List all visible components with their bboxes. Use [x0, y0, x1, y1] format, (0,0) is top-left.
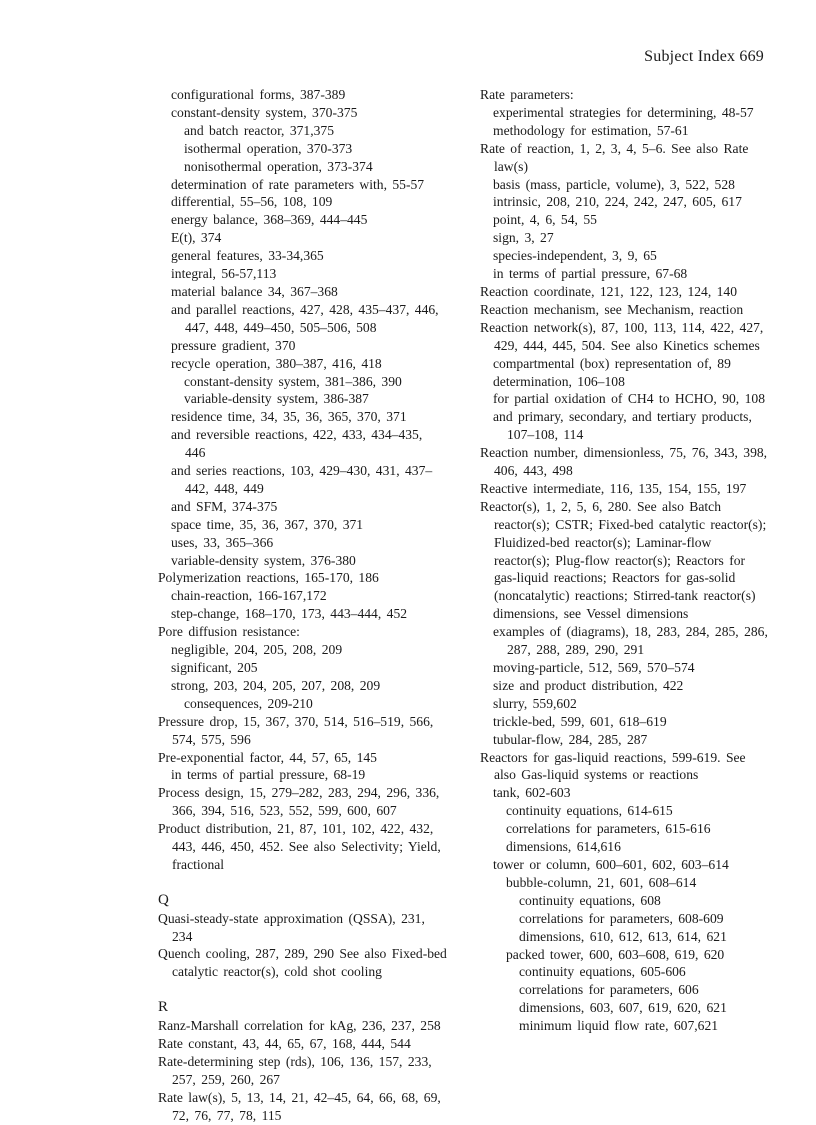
index-entry: intrinsic, 208, 210, 224, 242, 247, 605, 617 — [493, 194, 742, 210]
index-entry: examples of (diagrams), 18, 283, 284, 285, 286, 287, 288, 289, 290, 291 — [493, 624, 768, 658]
index-entry: Process design, 15, 279–282, 283, 294, 296, 336, 366, 394, 516, 523, 552, 599, 600, 607 — [158, 785, 440, 819]
index-entry: variable-density system, 376-380 — [171, 552, 356, 568]
index-entry: Polymerization reactions, 165-170, 186 — [158, 570, 379, 586]
index-section-letter: R — [158, 999, 169, 1016]
index-column-left — [158, 86, 448, 1125]
index-entry: and series reactions, 103, 429–430, 431, 437–442, 448, 449 — [171, 463, 433, 496]
index-entry: Pressure drop, 15, 367, 370, 514, 516–519, 566, 574, 575, 596 — [158, 713, 434, 747]
index-entry: dimensions, 610, 612, 613, 614, 621 — [519, 928, 727, 944]
index-entry: Rate constant, 43, 44, 65, 67, 168, 444, 544 — [158, 1036, 411, 1051]
index-entry: constant-density system, 381–386, 390 — [184, 373, 402, 389]
index-entry: significant, 205 — [171, 660, 258, 675]
index-entry: bubble-column, 21, 601, 608–614 — [506, 874, 697, 890]
index-entry: negligible, 204, 205, 208, 209 — [171, 642, 343, 658]
index-entry: in terms of partial pressure, 68-19 — [171, 767, 366, 783]
index-entry: chain-reaction, 166-167,172 — [171, 588, 327, 604]
index-entry: correlations for parameters, 606 — [519, 982, 699, 998]
index-entry: tubular-flow, 284, 285, 287 — [493, 731, 648, 747]
index-entry: consequences, 209-210 — [184, 695, 313, 711]
index-entry: uses, 33, 365–366 — [171, 534, 274, 550]
index-entry: determination of rate parameters with, 55-57 — [171, 176, 425, 192]
index-entry: correlations for parameters, 615-616 — [506, 821, 711, 837]
index-entry: Rate parameters: — [480, 87, 574, 102]
index-entry: Pore diffusion resistance: — [158, 624, 300, 640]
index-entry: residence time, 34, 35, 36, 365, 370, 371 — [171, 409, 407, 425]
index-entry: size and product distribution, 422 — [493, 677, 684, 693]
index-entry: correlations for parameters, 608-609 — [519, 910, 724, 926]
index-entry: basis (mass, particle, volume), 3, 522, 528 — [493, 176, 735, 192]
index-entry: sign, 3, 27 — [493, 230, 554, 246]
index-entry: Rate-determining step (rds), 106, 136, 157, 233, 257, 259, 260, 267 — [158, 1053, 432, 1087]
index-entry: E(t), 374 — [171, 230, 222, 246]
index-entry: isothermal operation, 370-373 — [184, 140, 353, 156]
index-entry: in terms of partial pressure, 67-68 — [493, 266, 688, 282]
index-section-letter: Q — [158, 891, 169, 908]
index-entry: and parallel reactions, 427, 428, 435–437, 446, 447, 448, 449–450, 505–506, 508 — [171, 301, 439, 335]
index-entry: for partial oxidation of CH4 to HCHO, 90, 108 — [493, 391, 765, 407]
running-header: Subject Index 669 — [644, 48, 764, 65]
index-entry: space time, 35, 36, 367, 370, 371 — [171, 516, 364, 532]
index-entry: moving-particle, 512, 569, 570–574 — [493, 660, 695, 675]
index-entry: Reactors for gas-liquid reactions, 599-619. See also Gas-liquid systems or reactions — [480, 749, 746, 783]
index-entry: Product distribution, 21, 87, 101, 102, 422, 432, 443, 446, 450, 452. See also Selectivity; Yield, fractional — [158, 821, 441, 872]
index-entry: Reaction number, dimensionless, 75, 76, 343, 398, 406, 443, 498 — [480, 445, 768, 479]
index-entry: Quasi-steady-state approximation (QSSA), 231, 234 — [158, 910, 425, 944]
index-entry: variable-density system, 386-387 — [184, 391, 369, 407]
index-entry: and reversible reactions, 422, 433, 434–435, 446 — [171, 427, 423, 461]
index-entry: pressure gradient, 370 — [171, 337, 296, 353]
section-gap — [158, 874, 448, 892]
index-entry: minimum liquid flow rate, 607,621 — [519, 1018, 719, 1034]
index-column-right — [480, 86, 770, 1035]
index-entry: energy balance, 368–369, 444–445 — [171, 212, 368, 228]
index-entry: trickle-bed, 599, 601, 618–619 — [493, 713, 667, 729]
index-entry: constant-density system, 370-375 — [171, 104, 358, 120]
index-entry: dimensions, 603, 607, 619, 620, 621 — [519, 1000, 727, 1016]
index-entry: continuity equations, 614-615 — [506, 803, 673, 819]
index-entry: and batch reactor, 371,375 — [184, 122, 335, 138]
index-entry: Quench cooling, 287, 289, 290 See also Fixed-bed catalytic reactor(s), cold shot cooling — [158, 946, 447, 980]
index-entry: slurry, 559,602 — [493, 695, 577, 711]
index-entry: point, 4, 6, 54, 55 — [493, 212, 597, 228]
index-entry: dimensions, see Vessel dimensions — [493, 606, 689, 622]
index-entry: continuity equations, 605-606 — [519, 964, 686, 980]
index-entry: tower or column, 600–601, 602, 603–614 — [493, 856, 729, 872]
index-entry: Ranz-Marshall correlation for kAg, 236, 237, 258 — [158, 1018, 441, 1034]
index-entry: Reaction coordinate, 121, 122, 123, 124, 140 — [480, 283, 738, 299]
index-entry: material balance 34, 367–368 — [171, 283, 338, 299]
index-entry: general features, 33-34,365 — [171, 248, 324, 264]
section-gap — [158, 981, 448, 999]
index-entry: species-independent, 3, 9, 65 — [493, 248, 657, 264]
index-entry: continuity equations, 608 — [519, 892, 661, 908]
index-entry: Reaction mechanism, see Mechanism, reaction — [480, 301, 744, 317]
index-entry: methodology for estimation, 57-61 — [493, 122, 689, 138]
index-entry: nonisothermal operation, 373-374 — [184, 158, 373, 174]
index-entry: determination, 106–108 — [493, 373, 625, 389]
index-entry: experimental strategies for determining, 48-57 — [493, 104, 754, 120]
index-entry: Pre-exponential factor, 44, 57, 65, 145 — [158, 749, 377, 765]
index-entry: compartmental (box) representation of, 89 — [493, 355, 731, 371]
index-entry: Rate law(s), 5, 13, 14, 21, 42–45, 64, 66, 68, 69, 72, 76, 77, 78, 115 — [158, 1089, 441, 1123]
index-entry: and SFM, 374-375 — [171, 498, 278, 514]
index-entry: tank, 602-603 — [493, 785, 571, 801]
index-entry: Reactor(s), 1, 2, 5, 6, 280. See also Batch reactor(s); CSTR; Fixed-bed catalytic reactor(s); Fluidized-bed reactor(s); Laminar-flow reactor(s); Plug-flow reactor(s); Reactors for gas-liquid reactions; Reactors for gas-solid (noncatalytic) reactions; Stirred-tank reactor(s) — [480, 498, 767, 604]
index-entry: and primary, secondary, and tertiary products, 107–108, 114 — [493, 409, 752, 443]
index-entry: recycle operation, 380–387, 416, 418 — [171, 355, 382, 371]
index-entry: packed tower, 600, 603–608, 619, 620 — [506, 946, 725, 962]
index-entry: Reaction network(s), 87, 100, 113, 114, 422, 427, 429, 444, 445, 504. See also Kinetics schemes — [480, 319, 764, 353]
index-entry: step-change, 168–170, 173, 443–444, 452 — [171, 606, 408, 622]
index-entry: configurational forms, 387-389 — [171, 87, 346, 102]
index-entry: strong, 203, 204, 205, 207, 208, 209 — [171, 677, 381, 693]
index-entry: dimensions, 614,616 — [506, 839, 621, 855]
index-entry: Reactive intermediate, 116, 135, 154, 155, 197 — [480, 480, 747, 496]
index-entry: Rate of reaction, 1, 2, 3, 4, 5–6. See also Rate law(s) — [480, 140, 749, 174]
index-entry: differential, 55–56, 108, 109 — [171, 194, 333, 210]
index-entry: integral, 56-57,113 — [171, 266, 277, 282]
